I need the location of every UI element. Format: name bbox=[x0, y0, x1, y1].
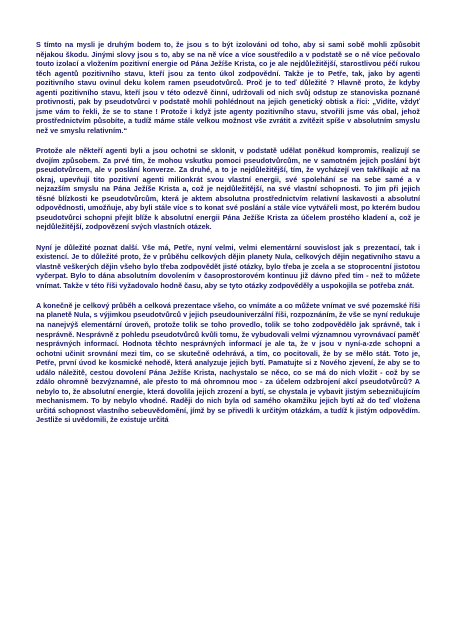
paragraph-2: Protože ale někteří agenti byli a jsou ochotni se sklonit, v podstatě udělat poněkud kompromis, realizují se dvojím způsobem. Za prvé tím, že mohou vskutku pomoci pseudotvůrcům, ne v samotném jejich poslání být pseudotvůrcem, ale v poslání konverze. Za druhé, a to je nejdůležitější, tím, že vycházejí ven takříkajíc až na okraj, upevňují tito pozitivní agenti milionkrát svou vlastní energii, své spolehání se na sebe samé a v nejzazším smyslu na Pána Ježíše Krista a, což je nejdůležitější, na své vlastní schopnosti. To jim při jejich těsné blízkosti ke pseudotvůrcům, která je aktem absolutna prostřednictvím relativní laskavosti a absolutní odpovědnosti, umožňuje, aby byli stále více s to konat své poslání a stále více vytvářeli most, po kterém budou pseudotvůrci schopni přejít blíže k absolutní energii Pána Ježíše Krista za účelem prostého kladení a, což je nejdůležitější, zodpovězení svých vlastních otázek. bbox=[36, 146, 420, 232]
paragraph-3: Nyní je důležité poznat další. Vše má, Petře, nyní velmi, velmi elementární souvislost jak s prezentací, tak i existencí. Je to důležité proto, že v průběhu celkových dějin planety Nula, celkových dějin negativního stavu a vlastně veškerých dějin všeho bylo třeba zodpovědět jisté otázky, bylo třeba je zcela a se stoprocentní jistotou vyčerpat. Bylo to dána absolutním dovolením v časoprostorovém kontinuu již dávno před tím - než to můžete vnímat. Takže v této říši vyžadovalo hodně času, aby se tyto otázky zodpověděly a uspokojila se potřeba znát. bbox=[36, 242, 420, 290]
paragraph-4: A konečně je celkový průběh a celková prezentace všeho, co vnímáte a co můžete vnímat ve své pozemské říši na planetě Nula, s výjimkou pseudotvůrců v jejich pseudouniverzální říši, rozpoznáním, že vše se nyní redukuje na nanejvýš elementární úroveň, protože tolik se toho provedlo, tolik se toho zodpovědělo jak správně, tak i nesprávně. Nesprávně z pohledu pseudotvůrců kvůli tomu, že vybudovali velmi významnou vyrovnávací paměť nesprávných informací. Hodnota těchto nesprávných informací je ale ta, že v jsou v nyní-a-zde schopni a ochotni učinit srovnání mezi tím, co se skutečně odehrává, a tím, co pocitovali, že by se mělo stát. Toto je, Petře, první úvod ke kosmické nehodě, která analyzuje jejich bytí. Pamatujte si z Nového zjevení, že aby se to událo náležitě, cestou dovolení Pána Ježíše Krista, nachystalo se něco, co se má do nich vložit - což by se zdálo ohromně bezvýznamné, ale přesto to má ohromnou moc - za účelem odzbrojení akcí pseudotvůrců? A nebylo to, že absolutní energie, která dovolila jejich zrození a bytí, se chystala je vybavit jistým sebezničujícím mechanismem. To by nebylo vhodné. Raději do nich byla od samého okamžiku jejich bytí až do teď vložena určitá schopnost vlastního sebeuvědomění, jímž by se přivedli k určitým otázkám, a tudíž k jistým odpovědím. Jestliže si uvědomili, že existuje určitá bbox=[36, 300, 420, 425]
paragraph-1: S tímto na mysli je druhým bodem to, že jsou s to být izolováni od toho, aby si sami sobě mohli způsobit nějakou škodu. Jinými slovy jsou s to, aby se na ně více a více soustředilo a v podstatě se o ně více pečovalo touto izolací a vložením pozitivní energie od Pána Ježíše Krista, co je ale nejdůležitější, starostlivou péčí rukou těch agentů pozitivního stavu, kteří jsou za tento úkol zodpovědní. Takže je to Petře, tak, jako by agenti pozitivního stavu ovinul deku kolem ramen pseudotvůrců. Proč je to teď důležité ? Hlavně proto, že kdyby agenti pozitivního stavu, kteří jsou v této odezvě činní, udržovali od nich svůj odstup ze stanoviska poznané protivnosti, pak by pseudotvůrci v podstatě mohli pohlédnout na jejich genetický obtisk a říci: „Vidíte, vždyť jsme vám to řekli, že se to stane ! Protože i když jste agenty pozitivního stavu, stvořili jsme vás obal, jehož prostřednictvím působíte, a tudíž máme stále velkou možnost vše zvrátit a zvítězit spíše v absolutním smyslu než ve smyslu relativním.“ bbox=[36, 40, 420, 135]
document-page bbox=[36, 40, 420, 436]
